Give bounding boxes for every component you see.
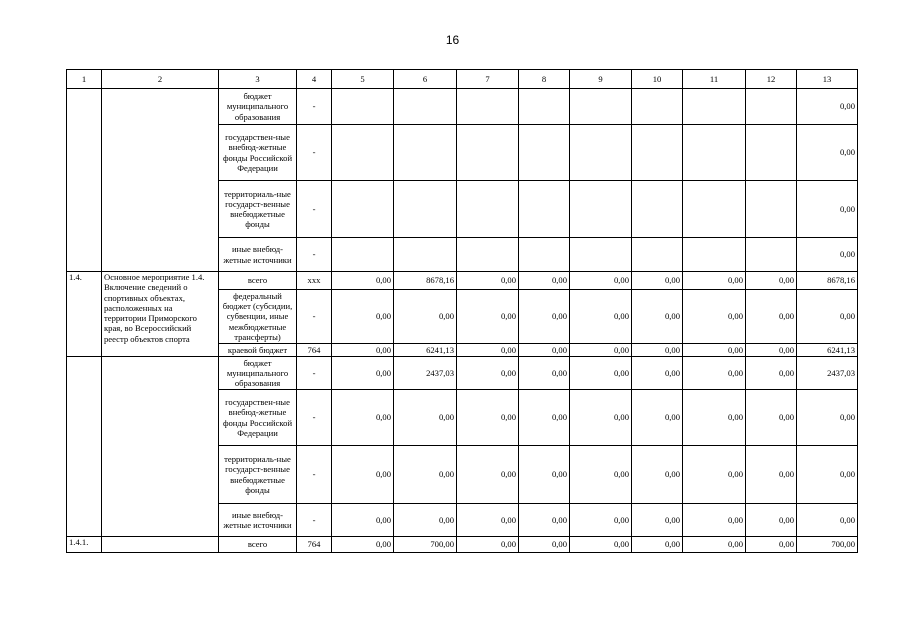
year-value: 0,00 xyxy=(632,504,683,537)
year-value: 0,00 xyxy=(394,504,457,537)
budget-code: - xyxy=(297,357,332,390)
year-value xyxy=(519,238,570,272)
year-value xyxy=(632,89,683,125)
year-value: 0,00 xyxy=(519,290,570,344)
row-description xyxy=(102,357,219,537)
year-value: 0,00 xyxy=(394,390,457,446)
year-value xyxy=(457,89,519,125)
total-value: 0,00 xyxy=(797,390,858,446)
year-value: 0,00 xyxy=(746,272,797,290)
year-value: 0,00 xyxy=(457,272,519,290)
budget-code: 764 xyxy=(297,537,332,553)
header-row xyxy=(67,70,858,89)
budget-table xyxy=(66,69,858,553)
funding-source: государствен-ные внебюд-жетные фонды Российской Федерации xyxy=(219,125,297,181)
funding-source: иные внебюд-жетные источники xyxy=(219,238,297,272)
year-value xyxy=(519,181,570,238)
row-description xyxy=(102,89,219,272)
year-value: 0,00 xyxy=(519,504,570,537)
page-number: 16 xyxy=(445,33,460,47)
total-value: 0,00 xyxy=(797,181,858,238)
year-value xyxy=(332,89,394,125)
year-value xyxy=(394,238,457,272)
column-header: 8 xyxy=(519,70,570,89)
year-value: 0,00 xyxy=(632,357,683,390)
year-value xyxy=(746,181,797,238)
year-value xyxy=(519,89,570,125)
year-value: 0,00 xyxy=(570,504,632,537)
budget-code: - xyxy=(297,89,332,125)
total-value: 2437,03 xyxy=(797,357,858,390)
year-value: 6241,13 xyxy=(394,344,457,357)
row-index xyxy=(67,89,102,272)
year-value: 0,00 xyxy=(457,290,519,344)
year-value xyxy=(632,125,683,181)
budget-code: - xyxy=(297,446,332,504)
year-value: 0,00 xyxy=(746,537,797,553)
budget-code: - xyxy=(297,390,332,446)
budget-code: - xyxy=(297,125,332,181)
year-value: 0,00 xyxy=(683,290,746,344)
year-value: 0,00 xyxy=(632,390,683,446)
year-value xyxy=(632,238,683,272)
budget-code: - xyxy=(297,290,332,344)
year-value xyxy=(746,238,797,272)
year-value: 0,00 xyxy=(394,446,457,504)
year-value: 0,00 xyxy=(632,290,683,344)
year-value: 0,00 xyxy=(746,504,797,537)
year-value: 0,00 xyxy=(519,357,570,390)
year-value xyxy=(683,181,746,238)
funding-source: всего xyxy=(219,537,297,553)
column-header: 5 xyxy=(332,70,394,89)
year-value xyxy=(570,125,632,181)
year-value: 0,00 xyxy=(332,290,394,344)
year-value: 0,00 xyxy=(457,504,519,537)
column-header: 12 xyxy=(746,70,797,89)
year-value xyxy=(457,181,519,238)
year-value: 0,00 xyxy=(519,446,570,504)
column-header: 10 xyxy=(632,70,683,89)
year-value xyxy=(683,238,746,272)
year-value: 0,00 xyxy=(570,272,632,290)
total-value: 0,00 xyxy=(797,89,858,125)
year-value: 0,00 xyxy=(683,446,746,504)
year-value xyxy=(746,89,797,125)
year-value: 0,00 xyxy=(632,344,683,357)
year-value: 8678,16 xyxy=(394,272,457,290)
year-value: 0,00 xyxy=(457,344,519,357)
row-index: 1.4. xyxy=(67,272,102,357)
year-value: 0,00 xyxy=(570,357,632,390)
budget-code: - xyxy=(297,504,332,537)
year-value: 0,00 xyxy=(457,446,519,504)
funding-source: краевой бюджет xyxy=(219,344,297,357)
year-value: 0,00 xyxy=(394,290,457,344)
table-row xyxy=(67,272,858,290)
year-value: 0,00 xyxy=(332,357,394,390)
total-value: 6241,13 xyxy=(797,344,858,357)
year-value: 0,00 xyxy=(519,344,570,357)
row-index: 1.4.1. xyxy=(67,537,102,553)
year-value: 0,00 xyxy=(570,344,632,357)
year-value: 0,00 xyxy=(746,357,797,390)
year-value: 0,00 xyxy=(570,446,632,504)
row-index xyxy=(67,357,102,537)
year-value: 0,00 xyxy=(519,272,570,290)
budget-code: - xyxy=(297,181,332,238)
year-value: 0,00 xyxy=(570,290,632,344)
table-body xyxy=(67,89,858,553)
year-value xyxy=(394,125,457,181)
year-value: 0,00 xyxy=(570,390,632,446)
year-value: 0,00 xyxy=(683,344,746,357)
year-value xyxy=(394,181,457,238)
year-value: 0,00 xyxy=(332,537,394,553)
year-value: 0,00 xyxy=(457,537,519,553)
year-value: 0,00 xyxy=(746,390,797,446)
funding-source: всего xyxy=(219,272,297,290)
column-header: 9 xyxy=(570,70,632,89)
year-value: 0,00 xyxy=(570,537,632,553)
year-value: 0,00 xyxy=(332,344,394,357)
year-value: 0,00 xyxy=(519,537,570,553)
year-value xyxy=(457,125,519,181)
column-header: 13 xyxy=(797,70,858,89)
year-value: 0,00 xyxy=(632,272,683,290)
year-value: 700,00 xyxy=(394,537,457,553)
year-value xyxy=(332,125,394,181)
year-value xyxy=(394,89,457,125)
funding-source: территориаль-ные государст-венные внебюджетные фонды xyxy=(219,181,297,238)
year-value xyxy=(519,125,570,181)
column-header: 11 xyxy=(683,70,746,89)
total-value: 0,00 xyxy=(797,290,858,344)
year-value xyxy=(570,181,632,238)
year-value: 0,00 xyxy=(746,344,797,357)
year-value xyxy=(632,181,683,238)
year-value: 0,00 xyxy=(746,446,797,504)
funding-source: государствен-ные внебюд-жетные фонды Российской Федерации xyxy=(219,390,297,446)
year-value: 2437,03 xyxy=(394,357,457,390)
year-value: 0,00 xyxy=(332,390,394,446)
budget-code: 764 xyxy=(297,344,332,357)
year-value: 0,00 xyxy=(683,537,746,553)
year-value: 0,00 xyxy=(683,272,746,290)
funding-source: федеральный бюджет (субсидии, субвенции, иные межбюджетные трансферты) xyxy=(219,290,297,344)
table-row xyxy=(67,537,858,553)
year-value: 0,00 xyxy=(746,290,797,344)
funding-source: бюджет муниципального образования xyxy=(219,89,297,125)
funding-source: бюджет муниципального образования xyxy=(219,357,297,390)
year-value: 0,00 xyxy=(632,537,683,553)
year-value xyxy=(332,181,394,238)
year-value: 0,00 xyxy=(519,390,570,446)
total-value: 700,00 xyxy=(797,537,858,553)
year-value xyxy=(332,238,394,272)
column-header: 1 xyxy=(67,70,102,89)
total-value: 0,00 xyxy=(797,446,858,504)
column-header: 2 xyxy=(102,70,219,89)
year-value: 0,00 xyxy=(332,446,394,504)
total-value: 0,00 xyxy=(797,238,858,272)
year-value xyxy=(746,125,797,181)
column-header: 3 xyxy=(219,70,297,89)
year-value xyxy=(683,125,746,181)
table-row xyxy=(67,357,858,390)
budget-code: - xyxy=(297,238,332,272)
column-header: 7 xyxy=(457,70,519,89)
column-header: 4 xyxy=(297,70,332,89)
total-value: 8678,16 xyxy=(797,272,858,290)
total-value: 0,00 xyxy=(797,125,858,181)
funding-source: территориаль-ные государст-венные внебюджетные фонды xyxy=(219,446,297,504)
year-value: 0,00 xyxy=(332,504,394,537)
year-value xyxy=(457,238,519,272)
year-value: 0,00 xyxy=(457,357,519,390)
table-row xyxy=(67,89,858,125)
year-value: 0,00 xyxy=(683,504,746,537)
year-value: 0,00 xyxy=(332,272,394,290)
year-value: 0,00 xyxy=(683,390,746,446)
funding-source: иные внебюд-жетные источники xyxy=(219,504,297,537)
year-value: 0,00 xyxy=(632,446,683,504)
row-description: Основное мероприятие 1.4. Включение сведений о спортивных объектах, расположенных на территории Приморского края, во Всероссийский реестр объектов спорта xyxy=(102,272,219,357)
year-value: 0,00 xyxy=(683,357,746,390)
row-description xyxy=(102,537,219,553)
year-value: 0,00 xyxy=(457,390,519,446)
column-header: 6 xyxy=(394,70,457,89)
year-value xyxy=(570,238,632,272)
year-value xyxy=(683,89,746,125)
year-value xyxy=(570,89,632,125)
budget-code: xxx xyxy=(297,272,332,290)
total-value: 0,00 xyxy=(797,504,858,537)
